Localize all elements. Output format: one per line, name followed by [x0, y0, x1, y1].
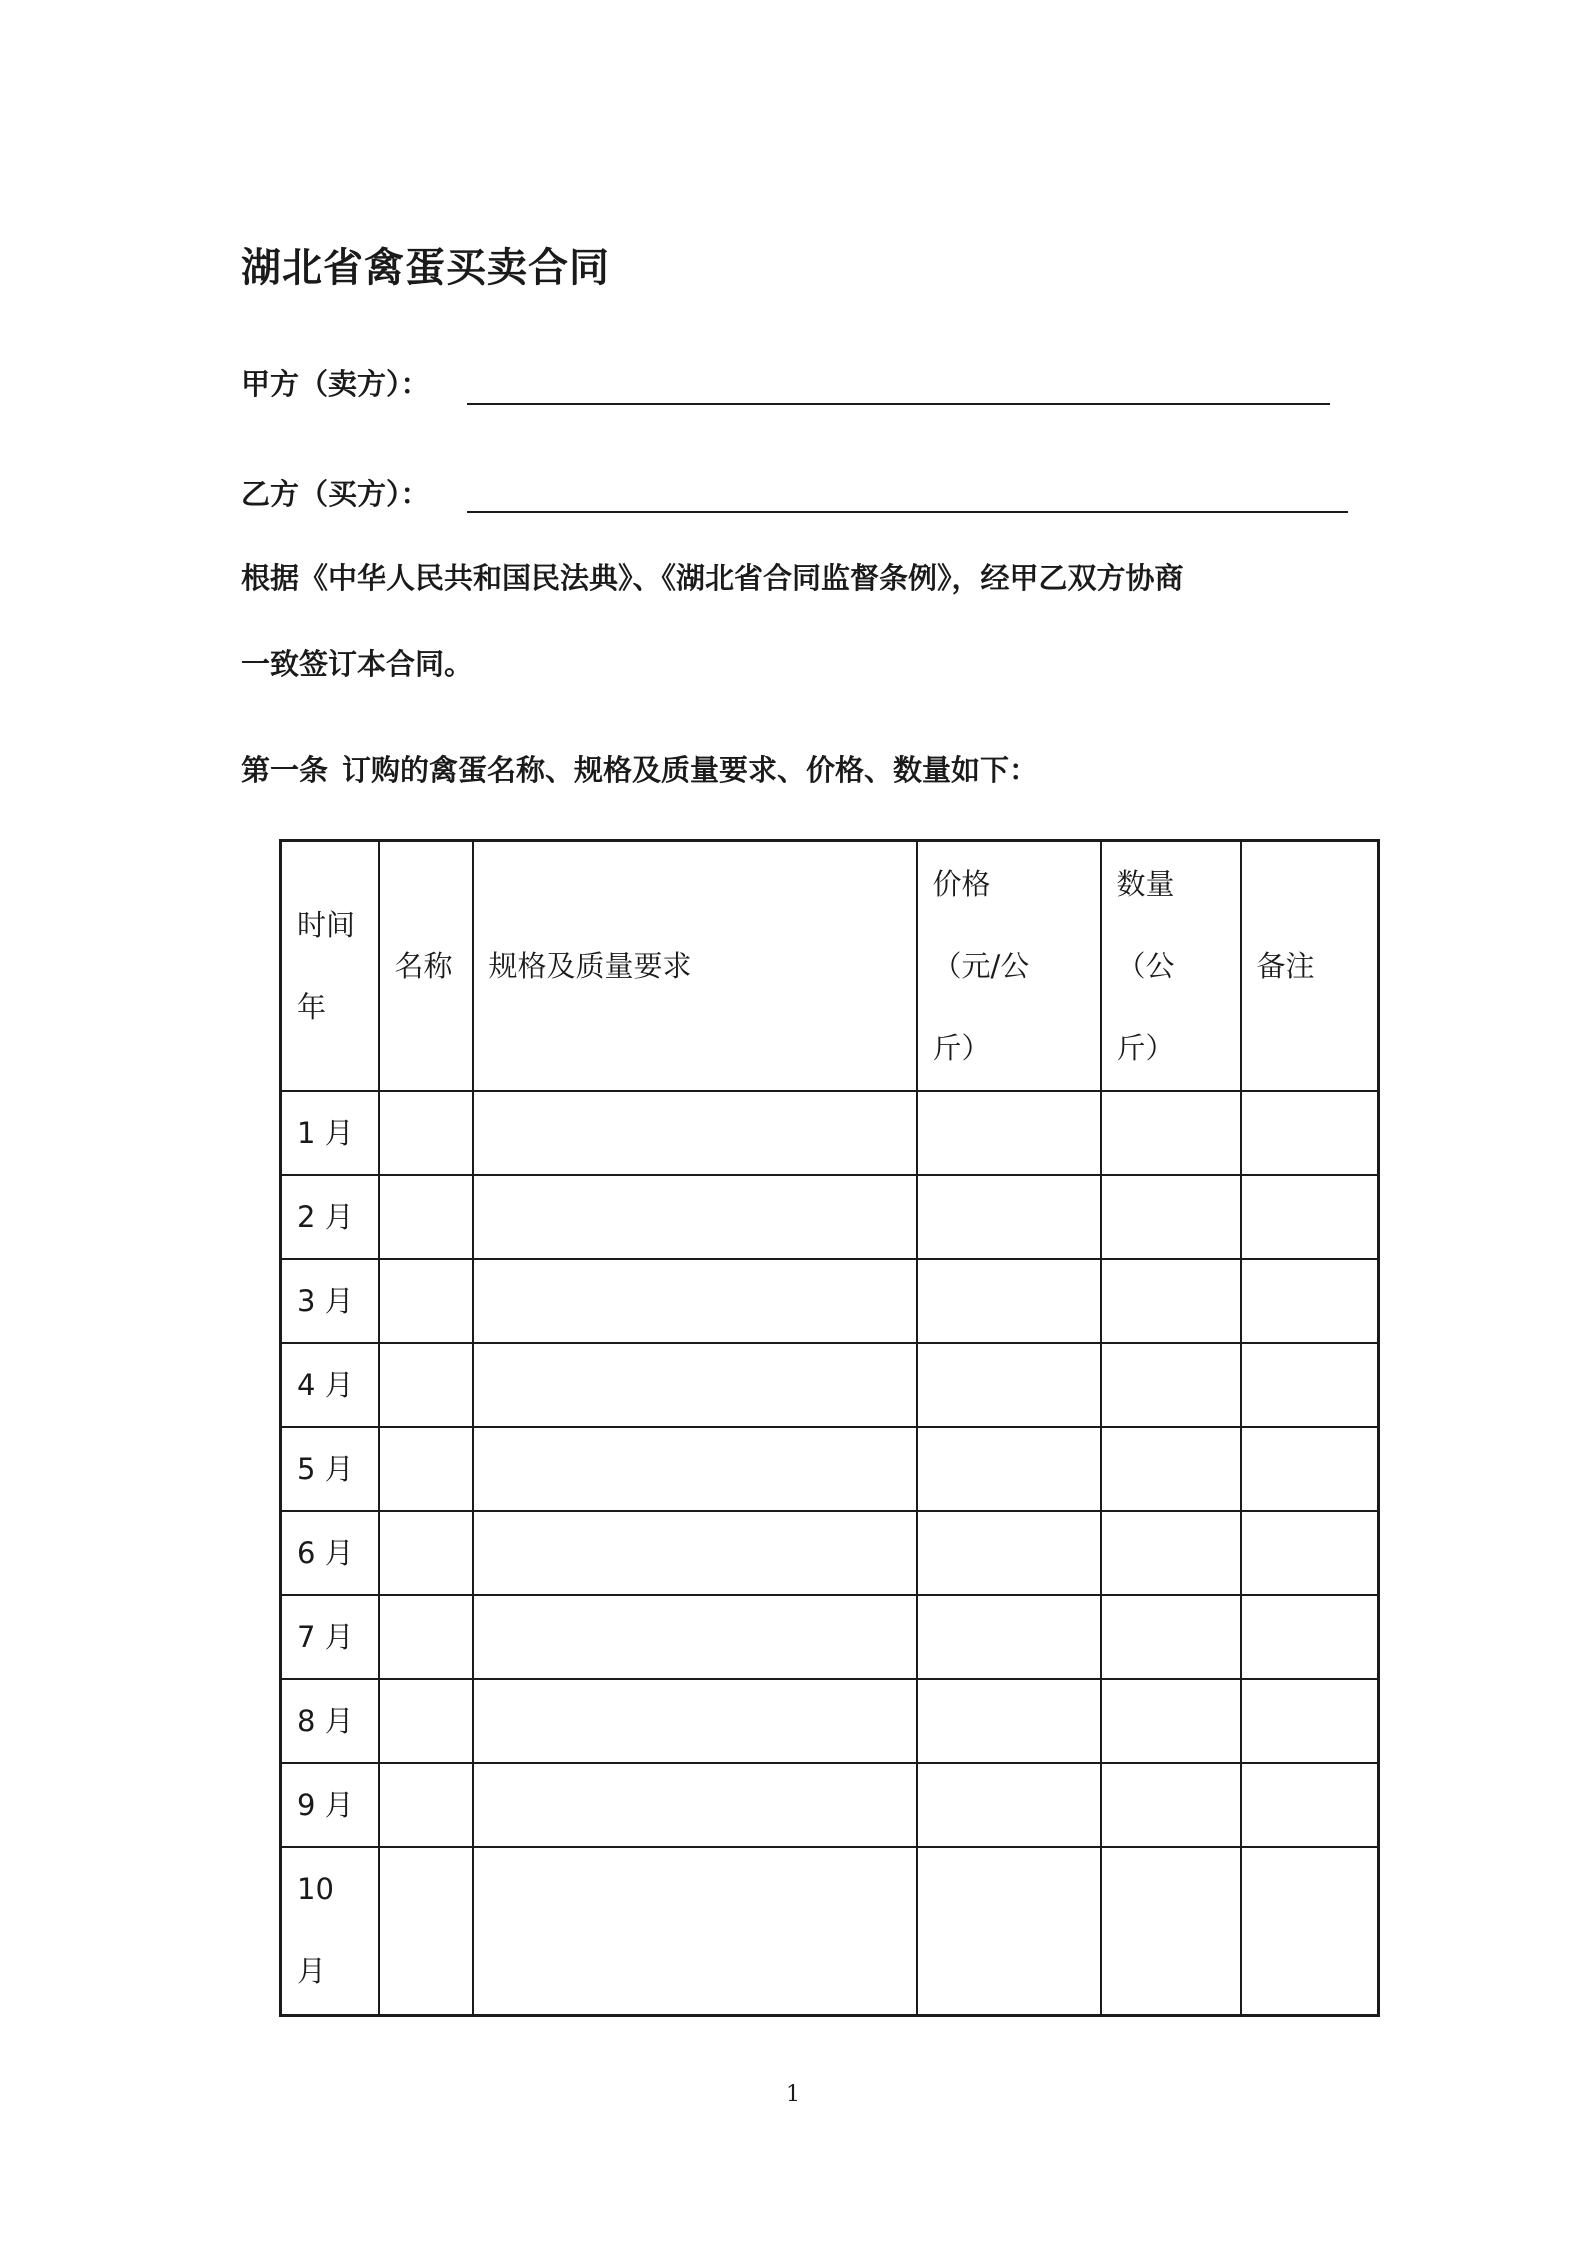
header-quantity: [1101, 841, 1241, 1092]
header-time-line1: 时间: [297, 908, 356, 942]
party-b-blank-line: [467, 511, 1348, 513]
spec-cell[interactable]: [473, 1847, 917, 2016]
price-cell[interactable]: [917, 1343, 1101, 1427]
quantity-cell[interactable]: [1101, 1427, 1241, 1511]
price-cell[interactable]: [917, 1427, 1101, 1511]
header-price-line3: 斤）: [932, 1031, 991, 1065]
quantity-cell[interactable]: [1101, 1259, 1241, 1343]
header-price-line2: （元/公: [932, 949, 1030, 983]
table-row: [281, 1091, 1379, 1175]
remark-cell[interactable]: [1241, 1595, 1379, 1679]
header-time: [281, 841, 379, 1092]
quantity-cell[interactable]: [1101, 1343, 1241, 1427]
name-cell[interactable]: [379, 1175, 473, 1259]
remark-cell[interactable]: [1241, 1091, 1379, 1175]
month-cell: 3 月: [281, 1259, 379, 1343]
table-row: [281, 1679, 1379, 1763]
header-price: [917, 841, 1101, 1092]
month-cell: 7 月: [281, 1595, 379, 1679]
name-cell[interactable]: [379, 1847, 473, 2016]
order-table: [279, 839, 1380, 2017]
price-cell[interactable]: [917, 1847, 1101, 2016]
month-cell: [281, 1847, 379, 2016]
name-cell[interactable]: [379, 1343, 473, 1427]
party-a-label: 甲方（卖方）：: [241, 367, 430, 401]
price-cell[interactable]: [917, 1259, 1101, 1343]
preamble-line-2: 一致签订本合同。: [241, 647, 474, 681]
table-row: [281, 1259, 1379, 1343]
price-cell[interactable]: [917, 1679, 1101, 1763]
price-cell[interactable]: [917, 1763, 1101, 1847]
name-cell[interactable]: [379, 1679, 473, 1763]
article-1-number: 第一条: [241, 753, 329, 787]
name-cell[interactable]: [379, 1091, 473, 1175]
quantity-cell[interactable]: [1101, 1091, 1241, 1175]
header-qty-line2: （公: [1116, 949, 1175, 983]
quantity-cell[interactable]: [1101, 1595, 1241, 1679]
spec-cell[interactable]: [473, 1511, 917, 1595]
spec-cell[interactable]: [473, 1091, 917, 1175]
page-number: 1: [786, 2082, 800, 2107]
spec-cell[interactable]: [473, 1679, 917, 1763]
month-cell: 1 月: [281, 1091, 379, 1175]
table-row: [281, 1175, 1379, 1259]
remark-cell[interactable]: [1241, 1427, 1379, 1511]
month-cell: 9 月: [281, 1763, 379, 1847]
header-name: 名称: [379, 841, 473, 1092]
price-cell[interactable]: [917, 1091, 1101, 1175]
price-cell[interactable]: [917, 1175, 1101, 1259]
header-time-line2: 年: [297, 990, 327, 1024]
preamble-line-1: 根据《中华人民共和国民法典》、《湖北省合同监督条例》，经甲乙双方协商: [241, 561, 1184, 595]
price-cell[interactable]: [917, 1511, 1101, 1595]
article-1-text: 订购的禽蛋名称、规格及质量要求、价格、数量如下：: [342, 753, 1039, 787]
month-cell: 5 月: [281, 1427, 379, 1511]
spec-cell[interactable]: [473, 1259, 917, 1343]
table-row: [281, 1847, 1379, 2016]
month-cell: 8 月: [281, 1679, 379, 1763]
remark-cell[interactable]: [1241, 1679, 1379, 1763]
header-qty-line1: 数量: [1116, 867, 1175, 901]
table-body: [281, 1091, 1379, 1847]
name-cell[interactable]: [379, 1427, 473, 1511]
quantity-cell[interactable]: [1101, 1763, 1241, 1847]
party-a-blank-line: [467, 403, 1330, 405]
month-10-line1: 10: [297, 1872, 334, 1906]
remark-cell[interactable]: [1241, 1511, 1379, 1595]
name-cell[interactable]: [379, 1259, 473, 1343]
table-row: [281, 1427, 1379, 1511]
spec-cell[interactable]: [473, 1595, 917, 1679]
quantity-cell[interactable]: [1101, 1511, 1241, 1595]
table-header-row: [281, 841, 1379, 1092]
header-qty-line3: 斤）: [1116, 1031, 1175, 1065]
quantity-cell[interactable]: [1101, 1679, 1241, 1763]
document-title: 湖北省禽蛋买卖合同: [241, 245, 610, 291]
spec-cell[interactable]: [473, 1427, 917, 1511]
party-b-label: 乙方（买方）：: [241, 477, 430, 511]
table-row: [281, 1763, 1379, 1847]
remark-cell[interactable]: [1241, 1847, 1379, 2016]
spec-cell[interactable]: [473, 1763, 917, 1847]
article-1: [241, 748, 1038, 789]
remark-cell[interactable]: [1241, 1259, 1379, 1343]
remark-cell[interactable]: [1241, 1175, 1379, 1259]
quantity-cell[interactable]: [1101, 1175, 1241, 1259]
month-10-line2: 月: [297, 1954, 327, 1988]
header-spec: 规格及质量要求: [473, 841, 917, 1092]
header-price-line1: 价格: [932, 867, 991, 901]
month-cell: 6 月: [281, 1511, 379, 1595]
header-remark: 备注: [1241, 841, 1379, 1092]
quantity-cell[interactable]: [1101, 1847, 1241, 2016]
name-cell[interactable]: [379, 1595, 473, 1679]
price-cell[interactable]: [917, 1595, 1101, 1679]
name-cell[interactable]: [379, 1763, 473, 1847]
spec-cell[interactable]: [473, 1175, 917, 1259]
remark-cell[interactable]: [1241, 1763, 1379, 1847]
month-cell: 4 月: [281, 1343, 379, 1427]
spec-cell[interactable]: [473, 1343, 917, 1427]
name-cell[interactable]: [379, 1511, 473, 1595]
table-row: [281, 1595, 1379, 1679]
table-row: [281, 1343, 1379, 1427]
month-cell: 2 月: [281, 1175, 379, 1259]
table-row: [281, 1511, 1379, 1595]
remark-cell[interactable]: [1241, 1343, 1379, 1427]
